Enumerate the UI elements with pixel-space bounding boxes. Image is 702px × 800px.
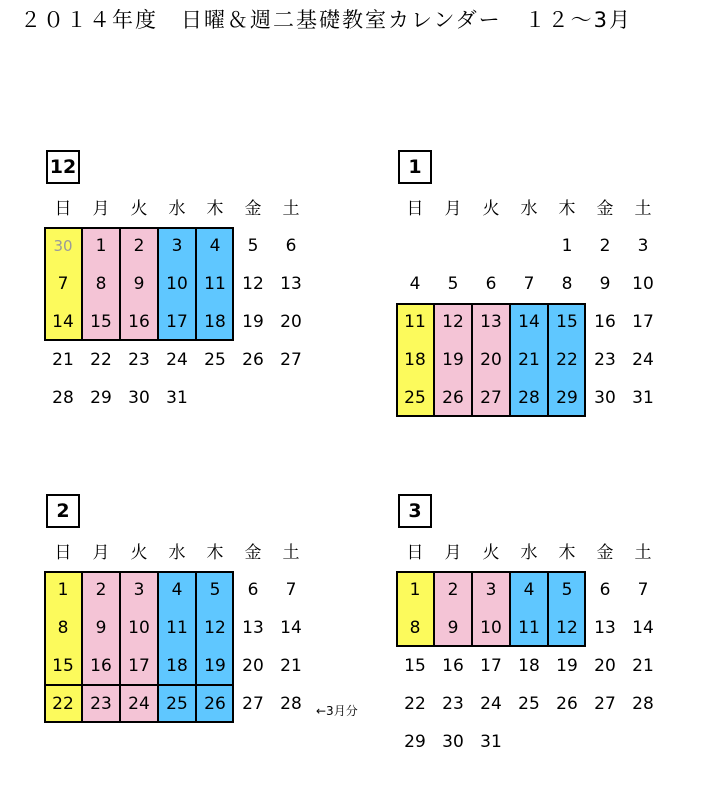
- calendar-day: 26: [204, 694, 226, 714]
- calendar-day: 20: [242, 656, 264, 676]
- calendar-day: 18: [404, 350, 426, 370]
- weekday-header: 日: [54, 199, 72, 219]
- weekday-header: 土: [634, 199, 652, 219]
- calendar-day: 28: [632, 694, 654, 714]
- calendar-day: 10: [166, 274, 188, 294]
- month-label: 12: [46, 150, 80, 184]
- calendar-day: 26: [242, 350, 264, 370]
- calendar-day: 14: [632, 618, 654, 638]
- weekday-header: 日: [54, 543, 72, 563]
- weekday-header: 日: [406, 199, 424, 219]
- calendar-day: 15: [52, 656, 74, 676]
- calendar-day: 3: [485, 580, 497, 600]
- calendar-day: 28: [52, 388, 74, 408]
- calendar-december: [44, 150, 314, 430]
- calendar-day: 25: [204, 350, 226, 370]
- calendar-day: 1: [409, 580, 421, 600]
- calendar-day: 20: [280, 312, 302, 332]
- calendar-day: 9: [447, 618, 459, 638]
- calendar-day: 30: [53, 237, 73, 255]
- calendar-day: 18: [204, 312, 226, 332]
- march-portion-note: ←3月分: [316, 704, 358, 718]
- calendar-day: 2: [95, 580, 107, 600]
- weekday-header: 木: [558, 199, 576, 219]
- calendar-day: 30: [594, 388, 616, 408]
- calendar-day: 6: [285, 236, 297, 256]
- calendar-day: 26: [556, 694, 578, 714]
- calendar-day: 15: [556, 312, 578, 332]
- calendar-day: 24: [480, 694, 502, 714]
- weekday-header: 月: [444, 543, 462, 563]
- calendar-day: 12: [204, 618, 226, 638]
- calendar-day: 25: [518, 694, 540, 714]
- weekday-header: 木: [206, 543, 224, 563]
- calendar-day: 8: [95, 274, 107, 294]
- calendar-day: 19: [242, 312, 264, 332]
- calendar-day: 30: [128, 388, 150, 408]
- calendar-day: 2: [447, 580, 459, 600]
- calendar-day: 24: [632, 350, 654, 370]
- weekday-header: 日: [406, 543, 424, 563]
- month-label: 3: [398, 494, 432, 528]
- calendar-day: 16: [594, 312, 616, 332]
- calendar-day: 7: [637, 580, 649, 600]
- calendar-day: 7: [57, 274, 69, 294]
- weekday-header: 月: [92, 543, 110, 563]
- calendar-day: 4: [523, 580, 535, 600]
- calendar-day: 31: [632, 388, 654, 408]
- weekday-header: 水: [168, 543, 186, 563]
- calendar-day: 8: [409, 618, 421, 638]
- calendar-day: 20: [480, 350, 502, 370]
- calendar-day: 9: [133, 274, 145, 294]
- calendar-day: 13: [594, 618, 616, 638]
- calendar-day: 24: [166, 350, 188, 370]
- calendar-day: 11: [166, 618, 188, 638]
- calendar-day: 18: [518, 656, 540, 676]
- calendar-day: 7: [523, 274, 535, 294]
- calendar-day: 29: [90, 388, 112, 408]
- calendar-day: 21: [52, 350, 74, 370]
- weekday-header: 金: [596, 543, 614, 563]
- weekday-header: 水: [520, 543, 538, 563]
- calendar-day: 9: [599, 274, 611, 294]
- weekday-header: 火: [130, 543, 148, 563]
- calendar-day: 21: [518, 350, 540, 370]
- calendar-day: 13: [480, 312, 502, 332]
- calendar-day: 22: [90, 350, 112, 370]
- calendar-day: 12: [556, 618, 578, 638]
- calendar-day: 5: [447, 274, 459, 294]
- calendar-day: 14: [52, 312, 74, 332]
- calendar-day: 15: [404, 656, 426, 676]
- calendar-day: 17: [632, 312, 654, 332]
- weekday-header: 水: [168, 199, 186, 219]
- calendar-day: 22: [52, 694, 74, 714]
- calendar-day: 19: [556, 656, 578, 676]
- calendar-day: 31: [166, 388, 188, 408]
- calendar-day: 14: [280, 618, 302, 638]
- calendar-day: 20: [594, 656, 616, 676]
- calendar-day: 19: [204, 656, 226, 676]
- calendar-day: 18: [166, 656, 188, 676]
- calendar-day: 10: [632, 274, 654, 294]
- weekday-header: 月: [92, 199, 110, 219]
- calendar-day: 6: [247, 580, 259, 600]
- calendar-day: 5: [247, 236, 259, 256]
- calendar-march: [396, 494, 666, 774]
- calendar-day: 14: [518, 312, 540, 332]
- calendar-day: 3: [171, 236, 183, 256]
- weekday-header: 水: [520, 199, 538, 219]
- calendar-day: 1: [95, 236, 107, 256]
- calendar-day: 17: [480, 656, 502, 676]
- calendar-day: 3: [637, 236, 649, 256]
- calendar-day: 24: [128, 694, 150, 714]
- calendar-day: 11: [404, 312, 426, 332]
- calendar-day: 17: [166, 312, 188, 332]
- calendar-day: 4: [209, 236, 221, 256]
- calendar-day: 22: [404, 694, 426, 714]
- calendar-day: 8: [561, 274, 573, 294]
- calendar-day: 27: [242, 694, 264, 714]
- calendar-day: 10: [128, 618, 150, 638]
- calendar-day: 17: [128, 656, 150, 676]
- weekday-header: 金: [244, 199, 262, 219]
- calendar-day: 23: [90, 694, 112, 714]
- calendar-day: 3: [133, 580, 145, 600]
- calendar-day: 30: [442, 732, 464, 752]
- calendar-day: 23: [128, 350, 150, 370]
- calendar-day: 27: [280, 350, 302, 370]
- weekday-header: 金: [596, 199, 614, 219]
- month-label: 2: [46, 494, 80, 528]
- calendar-day: 10: [480, 618, 502, 638]
- weekday-header: 火: [482, 543, 500, 563]
- calendar-day: 11: [518, 618, 540, 638]
- calendar-day: 25: [166, 694, 188, 714]
- calendar-day: 19: [442, 350, 464, 370]
- weekday-header: 金: [244, 543, 262, 563]
- calendar-day: 2: [133, 236, 145, 256]
- calendar-day: 6: [485, 274, 497, 294]
- calendar-day: 28: [518, 388, 540, 408]
- calendar-day: 11: [204, 274, 226, 294]
- calendar-day: 27: [594, 694, 616, 714]
- weekday-header: 月: [444, 199, 462, 219]
- calendar-day: 5: [561, 580, 573, 600]
- calendar-day: 28: [280, 694, 302, 714]
- calendar-day: 21: [280, 656, 302, 676]
- weekday-header: 土: [282, 199, 300, 219]
- calendar-day: 13: [242, 618, 264, 638]
- weekday-header: 火: [130, 199, 148, 219]
- calendar-january: [396, 150, 666, 430]
- calendar-day: 16: [442, 656, 464, 676]
- calendar-day: 22: [556, 350, 578, 370]
- calendar-february: [44, 494, 314, 774]
- calendar-day: 8: [57, 618, 69, 638]
- calendar-day: 29: [404, 732, 426, 752]
- calendar-day: 12: [442, 312, 464, 332]
- calendar-day: 4: [409, 274, 421, 294]
- calendar-day: 29: [556, 388, 578, 408]
- calendar-day: 1: [561, 236, 573, 256]
- calendar-day: 9: [95, 618, 107, 638]
- page-title: ２０１４年度 日曜＆週二基礎教室カレンダー １２〜3月: [20, 8, 632, 32]
- calendar-day: 13: [280, 274, 302, 294]
- calendar-day: 16: [90, 656, 112, 676]
- calendar-day: 5: [209, 580, 221, 600]
- weekday-header: 木: [206, 199, 224, 219]
- weekday-header: 土: [282, 543, 300, 563]
- calendar-day: 16: [128, 312, 150, 332]
- calendar-day: 25: [404, 388, 426, 408]
- calendar-day: 12: [242, 274, 264, 294]
- calendar-day: 31: [480, 732, 502, 752]
- calendar-day: 1: [57, 580, 69, 600]
- calendar-day: 2: [599, 236, 611, 256]
- calendar-day: 6: [599, 580, 611, 600]
- weekday-header: 火: [482, 199, 500, 219]
- calendar-day: 23: [442, 694, 464, 714]
- month-label: 1: [398, 150, 432, 184]
- calendar-day: 4: [171, 580, 183, 600]
- calendar-day: 21: [632, 656, 654, 676]
- calendar-day: 27: [480, 388, 502, 408]
- calendar-day: 7: [285, 580, 297, 600]
- calendar-day: 23: [594, 350, 616, 370]
- calendar-day: 15: [90, 312, 112, 332]
- weekday-header: 土: [634, 543, 652, 563]
- calendar-day: 26: [442, 388, 464, 408]
- weekday-header: 木: [558, 543, 576, 563]
